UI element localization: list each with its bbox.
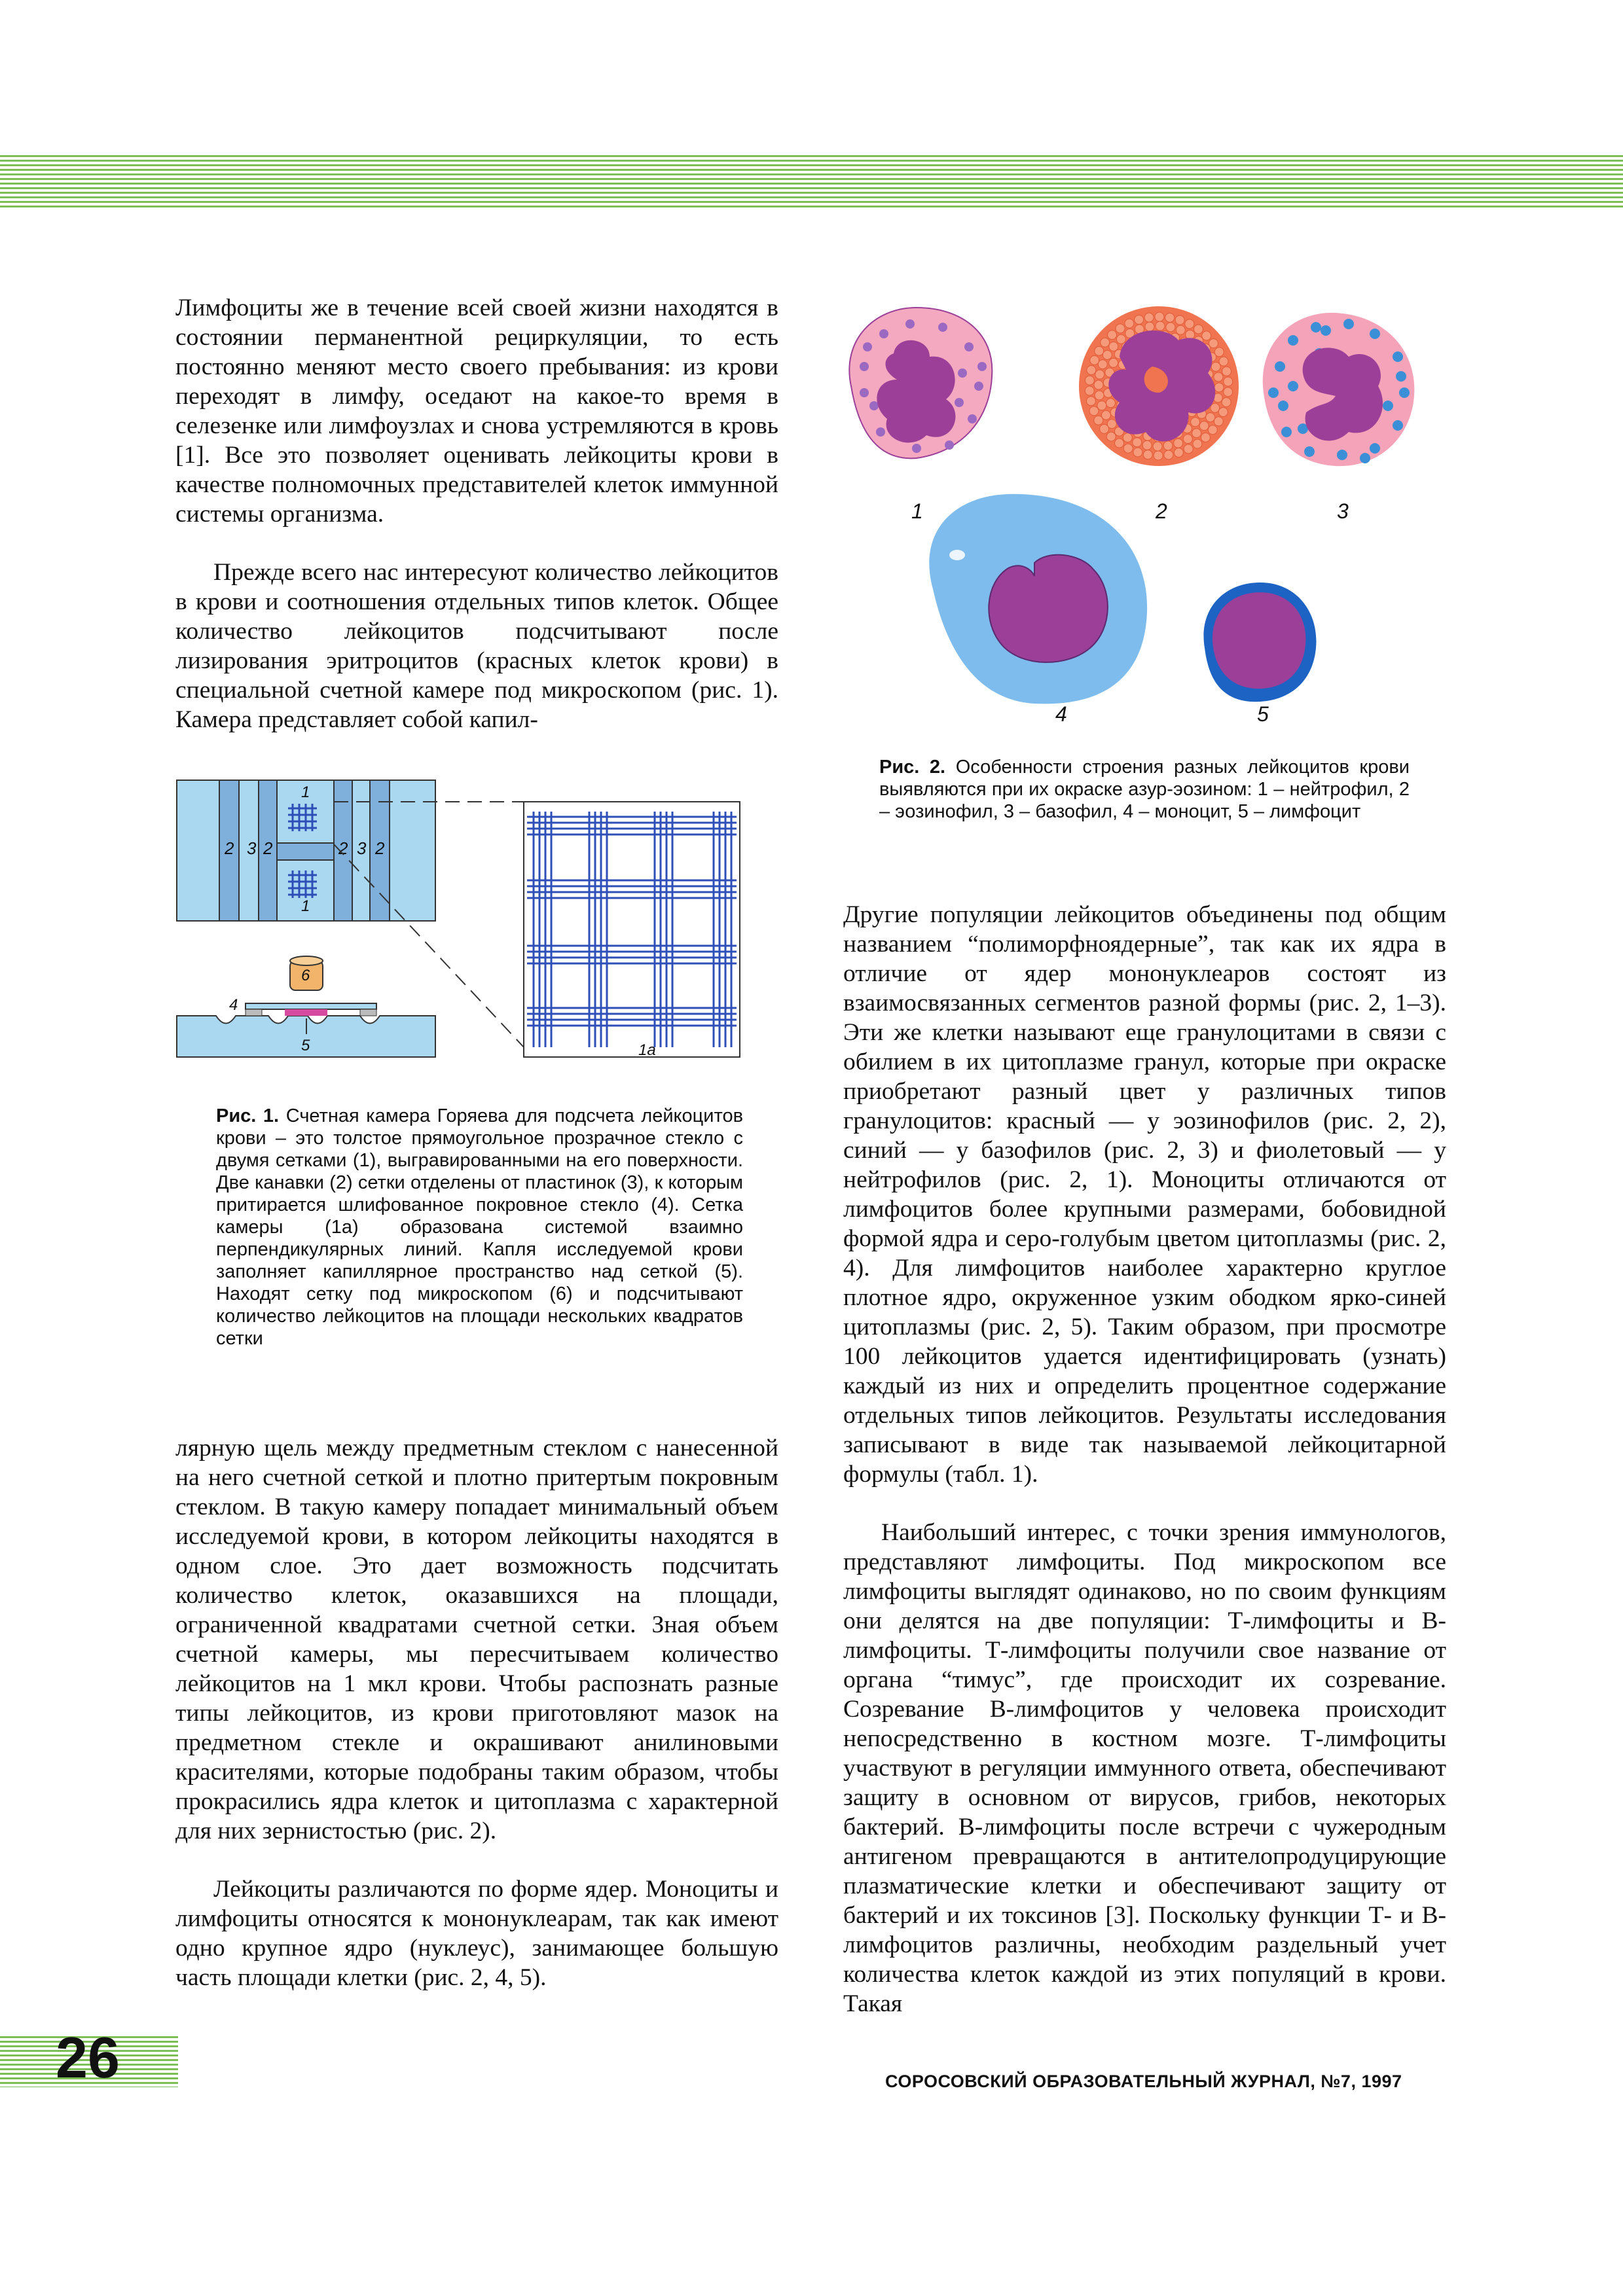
label-cell-1: 1 [911,499,923,523]
left-column-bottom [175,1433,778,1992]
cell-basophil [1263,313,1415,523]
label-groove-inner-right: 2 [338,838,348,858]
label-cell-4: 4 [1055,702,1067,726]
journal-footer: СОРОСОВСКИЙ ОБРАЗОВАТЕЛЬНЫЙ ЖУРНАЛ, №7, 1997 [885,2072,1402,2091]
label-groove-right: 2 [375,838,385,858]
label-cell-2: 2 [1156,499,1167,523]
paragraph-5: Другие популяции лейкоцитов объединены под общим названием “полиморфноядерные”, так как их ядра в отличие от ядер мононуклеаров состоят из взаимосвязанных сегментов разной формы (рис. 2, 1–3). Эти же клетки называют еще гранулоцитами в связи с обилием в их цитоплазме гранул, которые при окраске приобретают разный цвет у различных типов гранулоцитов: красный — у эозинофилов (рис. 2, 2), синий — у базофилов (рис. 2, 3) и фиолетовый — у нейтрофилов (рис. 2, 1). Моноциты отличаются от лимфоцитов более крупными размерами, бобовидной формой ядра и серо-голубым цветом цитоплазмы (рис. 2, 4). Для лимфоцитов наиболее характерно круглое плотное ядро, окруженное узким ободком ярко-синей цитоплазмы (рис. 2, 5). Таким образом, при просмотре 100 лейкоцитов удается идентифицировать (узнать) каждый из них и определить процентное содержание отдельных типов лейкоцитов. Результаты исследования записывают в виде так называемой лейкоцитарной формулы (табл. 1). [843,901,1446,1488]
label-grid-detail: 1а [638,1041,656,1059]
label-groove-inner-left: 2 [263,838,273,858]
right-column [843,900,1446,2018]
paragraph-3: лярную щель между предметным стеклом с нанесенной на него счетной сеткой и плотно притертым покровным стеклом. В такую камеру попадает минимальный объем исследуемой крови, в котором лейкоциты находятся в одном слое. Это дает возможность подсчитать количество клеток, оказавшихся на площади, ограниченной квадратами счетной сетки. Зная объем счетной камеры, мы пересчитываем количество лейкоцитов на 1 мкл крови. Чтобы распознать разные типы лейкоцитов, из крови приготовляют мазок на предметном стекле и окрашивают анилиновыми красителями, которые подобраны таким образом, чтобы прокрасились ядра клеток и цитоплазма с характерной для них зернистостью (рис. 2). [175,1435,778,1844]
cell-lymphocyte [1203,583,1316,726]
figure-1-caption-text: Счетная камера Горяева для подсчета лейкоцитов крови – это толстое прямоугольное прозрачное стекло с двумя сетками (1), выгравированными на его поверхности. Две канавки (2) сетки отделены от пластинок (3), к которым притирается шлифованное покровное стекло (4). Сетка камеры (1а) образована системой взаимно перпендикулярных линий. Капля исследуемой крови заполняет капиллярное пространство над сеткой (5). Находят сетку под микроскопом (6) и подсчитывают количество лейкоцитов на площади нескольких квадратов сетки [216,1105,743,1349]
label-grid-1-bottom: 1 [301,897,310,915]
cell-monocyte [929,494,1147,726]
paragraph-1: Лимфоциты же в течение всей своей жизни находятся в состоянии перманентной рециркуляции, то есть постоянно меняют место своего пребывания: из крови переходят в лимфу, оседают на какое-то время в селезенке или лимфоузлах и снова устремляются в кровь [1]. Все это позволяет оценивать лейкоциты крови в качестве полномочных представителей клеток иммунной системы организма. [175,295,778,528]
label-coverslip: 4 [229,996,238,1014]
page-number: 26 [56,2025,120,2090]
paragraph-2: Прежде всего нас интересуют количество лейкоцитов в крови и соотношения отдельных типов клеток. Общее количество лейкоцитов подсчитывают после лизирования эритроцитов (красных клеток крови) в специальной счетной камере под микроскопом (рис. 1). Камера представляет собой капил- [175,559,778,733]
cell-eosinophil [1079,306,1239,523]
label-plate-right: 3 [357,838,367,858]
label-groove-left: 2 [225,838,234,858]
figure-2-caption [879,756,1410,823]
paragraph-4: Лейкоциты различаются по форме ядер. Моноциты и лимфоциты относятся к мононуклеарам, так как имеют одно крупное ядро (нуклеус), занимающее большую часть площади клетки (рис. 2, 4, 5). [175,1876,778,1991]
cell-neutrophil [849,308,992,523]
label-blood: 5 [301,1037,310,1054]
label-cell-5: 5 [1257,702,1269,726]
label-cell-3: 3 [1337,499,1349,523]
figure-1-caption-label: Рис. 1. [216,1105,280,1126]
figure-2-caption-text: Особенности строения разных лейкоцитов крови выявляются при их окраске азур-эозином: 1 – нейтрофил, 2 – эозинофил, 3 – базофил, 4 – моноцит, 5 – лимфоцит [879,757,1410,822]
label-microscope: 6 [301,967,310,984]
paragraph-6: Наибольший интерес, с точки зрения иммунологов, представляют лимфоциты. Под микроскопом все лимфоциты выглядят одинаково, но по своим функциям они делятся на две популяции: Т-лимфоциты и В-лимфоциты. Т-лимфоциты получили свое название от органа “тимус”, где происходит их созревание. Созревание В-лимфоцитов у человека происходит непосредственно в костном мозге. Т-лимфоциты участвуют в регуляции иммунного ответа, обеспечивают защиту в основном от вирусов, грибов, некоторых бактерий. В-лимфоциты после встречи с чужеродным антигеном превращаются в антителопродуцирующие плазматические клетки и обеспечивают защиту от бактерий и их токсинов [3]. Поскольку функции Т- и В-лимфоцитов различны, необходим раздельный учет количества клеток каждой из этих популяций в крови. Такая [843,1519,1446,2017]
label-plate-left: 3 [247,838,257,858]
label-grid-1-top: 1 [301,783,310,801]
figure-2-caption-label: Рис. 2. [879,757,946,778]
